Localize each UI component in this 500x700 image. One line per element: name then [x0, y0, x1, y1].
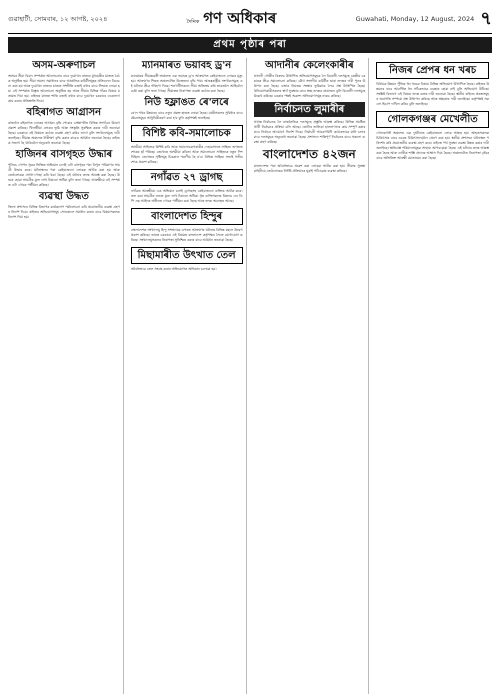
article — [8, 60, 120, 104]
article-headline: বাংলাদেশত ৪২জন — [263, 147, 356, 161]
article-body: ম্যানমাৰৰ সীমান্তৱৰ্তী অঞ্চলত এক ভয়াবহ ড্ৰ'ন আক্ৰমণত কেইবাজনো লোকৰ মৃত্যু হয়। আক্ৰমণৰ পিছত অঞ্চলটোত উত্তেজনা বৃদ্ধি পায়। আন্তঃৰাষ্ট্ৰীয় সংগঠনসমূহে এই ঘটনাৰ তীব্ৰ গৰিহণা দিছে। শৰণাৰ্থীসকলে সীমা অতিক্ৰম কৰি ভাৰতলৈ আহিবলৈ চেষ্টা কৰা বুলি জনা গৈছে। সীমান্তত নিৰাপত্তা ব্যৱস্থা কঠোৰ কৰা হৈছে। — [130, 74, 243, 93]
article — [131, 97, 243, 121]
page-number: ৭ — [480, 7, 492, 29]
article-body: পুলিচে গোপন সূত্ৰৰ ভিত্তিত অভিযান চলাই এটা বাসগৃহৰ পৰা বিপুল পৰিমাণৰ সামগ্ৰী উদ্ধাৰ কৰে। ঘটনাস্থলৰ পৰা কেইবাজনো লোকক আটক কৰা হয় আৰু তেওঁলোকক সোধা-পোছা কৰি থকা হৈছে। এই ঘটনাৰ তদন্ত আৰম্ভ কৰা হৈছে। উদ্ধাৰ হোৱা সামগ্ৰীৰ মূল্য লাখ টকাৰো অধিক বুলি জনা গৈছে। আৰক্ষীয়ে এই সম্পৰ্কত এটা গোচৰ পঞ্জীয়ন কৰিছে। — [8, 163, 120, 187]
article — [8, 191, 120, 220]
article-body: আসন্ন নিৰ্বাচনক লৈ ৰাজনৈতিক দলসমূহে প্ৰস্তুতি আৰম্ভ কৰিছে। বিভিন্ন সমষ্টিত প্ৰাৰ্থী নিৰ্বাচনৰ প্ৰক্ৰিয়া চলি আছে। ভোটাৰ তালিকা হালনাগাদৰ কাম সম্পূৰ্ণ কৰাৰ বাবে নিৰ্বাচন আয়োগে নিৰ্দেশ দিছে। নিৰ্বাচনী আচৰণবিধি কঠোৰভাৱে মানি চলাৰ বাবে দলসমূহক অনুৰোধ জনোৱা হৈছে। প্ৰশাসনে শান্তিপূৰ্ণ নিৰ্বাচনৰ বাবে সকলো ব্যৱস্থা গ্ৰহণ কৰিছে। — [253, 120, 366, 144]
page-header — [8, 6, 492, 32]
article-headline: নিৰ্বাচনত লুমাৰীৰ — [254, 102, 366, 117]
article — [376, 62, 489, 107]
section-banner: প্ৰথম পৃষ্ঠাৰ পৰা — [8, 37, 492, 53]
article-headline: নগাঁৱত ২৭ ড্ৰাগছ — [131, 169, 243, 186]
header-rule — [8, 33, 492, 34]
article — [254, 60, 366, 99]
date-assamese: গুৱাহাটী, সোমবাৰ, ১২ আগষ্ট, ২০২৪ — [8, 14, 108, 23]
article — [131, 208, 243, 243]
date-english: Guwahati, Monday, 12 August, 2024 — [355, 15, 475, 23]
column-2 — [131, 58, 247, 694]
article — [376, 111, 489, 161]
article — [8, 107, 120, 146]
article — [8, 149, 120, 188]
article-headline: মিছামাৰীত উৎখাত তেল — [131, 247, 243, 264]
article-body: গোলকগঞ্জ অঞ্চলত এক দুৰ্ঘটনাত কেইবাজনো লোক আহত হয়। আহতসকলক চিকিৎসাৰ বাবে ওচৰৰ চিকিৎসালয়লৈ প্ৰেৰণ কৰা হয়। স্থানীয় প্ৰশাসনে ঘটনাস্থল পৰিদৰ্শন কৰি প্ৰয়োজনীয় ব্যৱস্থা গ্ৰহণ কৰে। ৰাইজে পথ সুৰক্ষা ব্যৱস্থা উন্নত কৰাৰ দাবী জনাইছে। ক্ষতিগ্ৰস্ত পৰিয়ালসমূহক সাহায্য আগবঢ়োৱা হৈছে। এই ঘটনাৰ তদন্ত আৰম্ভ কৰা হৈছে আৰু দোষীক শাস্তি প্ৰদানৰ আশ্বাস দিয়া হৈছে। অঞ্চলটোত নিৰাপত্তা বৃদ্ধিৰ বাবে অতিৰিক্ত আৰক্ষী মোতায়েন কৰা হৈছে। — [376, 131, 489, 160]
article-body: অবৈধভাৱে তেল সংগ্ৰহ কৰাৰ অভিযোগত অভিযান চলোৱা হয়। — [130, 267, 217, 271]
article-headline: আদানীৰ কেলেংকাৰীৰ — [265, 60, 354, 71]
article-headline: গোলকগঞ্জৰ মেখেলীত — [376, 111, 489, 128]
article-headline: ব্যৱস্থা উদ্ধত — [38, 191, 89, 202]
masthead-title: গণ অধিকাৰ — [203, 8, 277, 27]
article-body: নগাঁৱত আৰক্ষীয়ে এক অভিযান চলাই ড্ৰাগছসহ কেইবাজনো ব্যক্তিক আটক কৰে। জব্দ কৰা সামগ্ৰীৰ বজাৰ মূল্য লাখ টকাৰো অধিক। ধৃত ব্যক্তিসকলৰ বিৰুদ্ধে এন ডি পি এছ আইনৰ অধীনত গোচৰ পঞ্জীয়ন কৰা হৈছে আৰু তদন্ত অব্যাহত আছে। — [130, 189, 243, 203]
masthead-prefix: দৈনিক — [186, 18, 200, 25]
article-headline: হাজিনৰ বাসগৃহত উদ্ধাৰ — [15, 149, 113, 160]
article-body: বিধায়ক উন্নয়ন পুঁজিৰ ধন খৰচৰ বিষয়ে বিভিন্ন অভিযোগ উত্থাপিত হৈছে। ৰাইজৰ উন্নয়নৰ বাবে আবণ্টিত ধন সঠিকভাৱে ব্যৱহাৰ হোৱা নাই বুলি অভিযোগ উঠিছে। সংশ্লিষ্ট বিভাগে এই বিষয়ে তদন্ত কৰাৰ দাবী জনোৱা হৈছে। স্থানীয় ৰাইজে প্ৰকল্পসমূহৰ অগ্ৰগতি সম্পৰ্কে প্ৰশ্ন উত্থাপন কৰিছে আৰু স্বচ্ছতাৰ দাবী জনাইছে। কৰ্তৃপক্ষই সকলো হিচাপ দাখিল কৰিব বুলি জনাইছে। — [376, 82, 489, 106]
article — [131, 60, 243, 94]
article-headline: নিউ হফ্লাঙত ৰে'লৰে — [144, 97, 229, 108]
article-headline: ম্যানমাৰত ভয়াবহ ড্ৰ'ন — [141, 60, 232, 71]
article-headline: বিশিষ্ট কবি-সমালোচক — [131, 125, 243, 142]
columns — [8, 58, 492, 694]
article — [131, 125, 243, 165]
article — [131, 169, 243, 204]
article-body: আদানী গোষ্ঠীৰ বিৰুদ্ধে উত্থাপিত অভিযোগসমূহক লৈ বিৰোধী দলসমূহে কেন্দ্ৰীয় চৰকাৰক তীব্ৰ সমালোচনা কৰিছে। যৌথ সংসদীয় কমিটীৰ দ্বাৰা তদন্তৰ দাবী পুনৰ উত্থাপন কৰা হৈছে। বজাৰ নিয়ন্ত্ৰক সংস্থাৰ ভূমিকাক লৈও প্ৰশ্ন উত্থাপিত হৈছে। বিনিয়োগকাৰীসকলৰ স্বাৰ্থ সুৰক্ষাৰ বাবে স্বচ্ছ তদন্তৰ প্ৰয়োজন বুলি বিৰোধী দলসমূহে উল্লেখ কৰিছে। চৰকাৰ পক্ষই অৱশ্যে অভিযোগসমূহ নাকচ কৰিছে। — [253, 74, 366, 98]
article-headline: নিজৰ প্ৰেপৰ ধন খৰচ — [376, 62, 489, 79]
article — [131, 247, 243, 272]
article — [254, 148, 366, 174]
article-body: জিলা প্ৰশাসনে বিভিন্ন বিভাগৰ কাৰ্যকলাপ পৰ্যালোচনা কৰি প্ৰয়োজনীয় ব্যৱস্থা গ্ৰহণৰ নিৰ্দেশ দিয়ে। ৰাইজৰ অভিযোগসমূহ সোনকালে সমাধান কৰাৰ বাবে বিষয়াসকলক নিৰ্দেশ দিয়া হয়। — [8, 205, 120, 219]
article-headline: বহিৰাগত আগ্ৰাসন — [26, 107, 102, 118]
article-body: অসমৰ সীমা বিবাদ সম্পৰ্কত আলোচনাৰ বাবে দুয়োখন ৰাজ্যৰ মুখ্যমন্ত্ৰীৰ মাজত বৈঠক অনুষ্ঠিত হয়। সীমা সমস্যা সমাধানৰ বাবে আঞ্চলিক কমিটীসমূহৰ প্ৰতিবেদন বিবেচনা কৰা হয় আৰু দুয়োখন ৰাজ্যৰ মাজত সম্প্ৰীতি বজাই ৰখাৰ বাবে সিদ্ধান্ত লোৱা হয়। এই সম্পৰ্কত বিস্তৃত আলোচনা অনুষ্ঠিত হয় আৰু সীমাৰ বিভিন্ন গাঁৱৰ বিষয়ে মতামত দিয়া হয়। ৰাইজৰ মাজত শান্তি বজাই ৰখাৰ বাবে দুয়োখন চৰকাৰে একেলগে কাম কৰাৰ প্ৰতিশ্ৰুতি দিয়ে। — [8, 74, 120, 103]
article-body: বাংলাদেশত সংখ্যালঘু হিন্দু সম্প্ৰদায়ৰ ওপৰত আক্ৰমণৰ ঘটনাত বিভিন্ন মহলে উদ্বেগ প্ৰকাশ কৰিছে। ভাৰত চৰকাৰে এই বিষয়ত বাংলাদেশ কৰ্তৃপক্ষৰ সৈতে যোগাযোগ কৰিছে। সংখ্যালঘুসকলৰ নিৰাপত্তা সুনিশ্চিত কৰাৰ বাবে আহ্বান জনোৱা হৈছে। — [130, 228, 243, 242]
article-headline: বাংলাদেশত হিন্দুৰ — [131, 208, 243, 225]
article — [254, 102, 366, 145]
article-body: বাংলাদেশৰ পৰা অবৈধভাৱে প্ৰৱেশ কৰা লোকক আটক কৰা হয়। সীমান্ত সুৰক্ষা বাহিনীয়ে তেওঁলোকক নিৰ্দিষ্ট প্ৰক্ৰিয়াৰে ঘূৰাই পঠিওৱাৰ ব্যৱস্থা কৰিছে। — [253, 164, 366, 174]
article-headline: অসম-অৰুণাচল — [32, 60, 96, 71]
column-4 — [376, 58, 492, 694]
column-3 — [254, 58, 370, 694]
article-body: ৰে'ল পথৰ উন্নয়নৰ বাবে নতুন প্ৰকল্প হাতত লোৱা হৈছে। যাত্ৰীসকলৰ সুবিধাৰ বাবে ষ্টেচনসমূহৰ আধুনিকীকৰণ কৰা হ'ব বুলি কৰ্তৃপক্ষই জনাইছে। — [130, 111, 243, 120]
masthead — [187, 7, 277, 32]
column-1 — [8, 58, 124, 694]
article-body: ৰাজ্যলৈ বহিৰাগত লোকৰ আগমন বৃদ্ধি পোৱাৰ প্ৰেক্ষাপটত বিভিন্ন সংগঠনে উদ্বেগ প্ৰকাশ কৰিছে। খিলঞ্জীয়া লোকৰ ভূমি আৰু সংস্কৃতি সুৰক্ষিত কৰাৰ দাবী জনোৱা হৈছে। চৰকাৰে এই বিষয়ত কঠোৰ ব্যৱস্থা গ্ৰহণ কৰিব লাগে বুলি সংগঠনসমূহে দাবী জনাইছে। সীমান্ত অঞ্চলত নিৰীক্ষণ বৃদ্ধি কৰাৰ বাবেও আহ্বান জনোৱা হৈছে। ৰাইজক সজাগ হৈ থাকিবলৈ অনুৰোধ জনোৱা হৈছে। — [8, 121, 120, 145]
article-body: অসমীয়া সাহিত্যৰ বিশিষ্ট কবি আৰু সমালোচকগৰাকীৰ দেহাৱসানত সাহিত্য জগতত শোকৰ ছাঁ পৰিছে। তেখেতে অসমীয়া কবিতা আৰু সমালোচনা সাহিত্যক নতুন দিশ দিছিল। তেখেতৰ সৃষ্টিসমূহ চিৰকাল স্মৰণীয় হৈ ৰ'ব। বিভিন্ন সাহিত্য সভাই গভীৰ শোক প্ৰকাশ কৰিছে। — [130, 145, 243, 164]
